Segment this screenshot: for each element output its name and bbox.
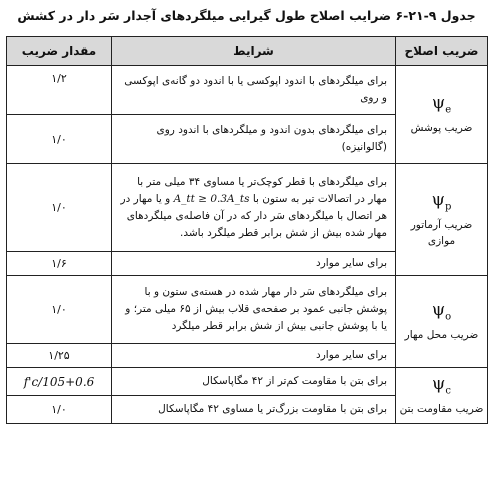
- psi-e-symbol: $\psi_e$: [431, 92, 452, 116]
- table-row: [7, 66, 488, 115]
- value-cell: ۱/۰: [7, 276, 112, 344]
- value-cell: ۱/۲۵: [7, 344, 112, 368]
- condition-cell: برای میلگردهای بدون اندود و میلگردهای با اندود روی (گالوانیزه): [112, 115, 396, 164]
- condition-text-pre: برای میلگردهای با قطر کوچک‌تر یا مساوی ۳۴ میلی متر با مهار در اتصالات تیر به ستون با: [137, 175, 387, 205]
- header-factor: ضریب اصلاح: [396, 37, 488, 66]
- condition-text-post: و یا مهار در هر اتصال با میلگردهای سَر دار که در آن فاصله‌ی میلگردهای مهار شده بیش از شش برابر قطر میلگرد باشد.: [120, 192, 387, 239]
- condition-cell: برای بتن با مقاومت بزرگ‌تر یا مساوی ۴۲ مگاپاسکال: [112, 396, 396, 424]
- factor-name: ضریب پوشش: [410, 122, 473, 135]
- value-cell: ۱/۰: [7, 164, 112, 252]
- header-row: [7, 37, 488, 66]
- value-cell: ۱/۶: [7, 252, 112, 276]
- value-cell: ۱/۲: [7, 66, 112, 115]
- condition-cell: برای بتن با مقاومت کم‌تر از ۴۲ مگاپاسکال: [112, 368, 396, 396]
- value-cell: [7, 368, 112, 396]
- factor-cell-psi-p: [396, 164, 488, 276]
- psi-o-symbol: $\psi_o$: [431, 299, 452, 323]
- header-value: مقدار ضریب: [7, 37, 112, 66]
- value-cell: ۱/۰: [7, 115, 112, 164]
- condition-cell: برای سایر موارد: [112, 252, 396, 276]
- factor-name: ضریب محل مهار: [404, 329, 479, 342]
- table-row: [7, 276, 488, 344]
- condition-cell: [112, 164, 396, 252]
- table-row: [7, 164, 488, 252]
- table-row: [7, 368, 488, 396]
- factor-cell-psi-e: [396, 66, 488, 164]
- table-title: جدول ۹-۲۱-۶ ضرایب اصلاح طول گیرایی میلگردهای آجدار سَر دار در کشش: [17, 8, 476, 23]
- factor-cell-psi-o: [396, 276, 488, 368]
- area-ratio-formula: A_tt ≥ 0.3A_ts: [173, 192, 250, 205]
- psi-p-symbol: $\psi_p$: [431, 189, 452, 213]
- condition-cell: برای سایر موارد: [112, 344, 396, 368]
- header-condition: شرایط: [112, 37, 396, 66]
- concrete-strength-formula: f'c/105+0.6: [23, 374, 95, 389]
- psi-c-symbol: $\psi_c$: [432, 373, 451, 397]
- factor-name: ضریب آرماتور موازی: [410, 219, 473, 248]
- factor-cell-psi-c: [396, 368, 488, 424]
- factor-name: ضریب مقاومت بتن: [399, 403, 484, 416]
- condition-cell: برای میلگردهای با اندود اپوکسی یا با اندود دو گانه‌ی اپوکسی و روی: [112, 66, 396, 115]
- condition-cell: برای میلگردهای سَر دار مهار شده در هسته‌ی ستون و با پوشش جانبی عمود بر صفحه‌ی قلاب بیش از ۶۵ میلی متر؛ و یا با پوشش جانبی بیش از شش برابر قطر میلگرد: [112, 276, 396, 344]
- value-cell: ۱/۰: [7, 396, 112, 424]
- modification-factors-table: [6, 36, 488, 424]
